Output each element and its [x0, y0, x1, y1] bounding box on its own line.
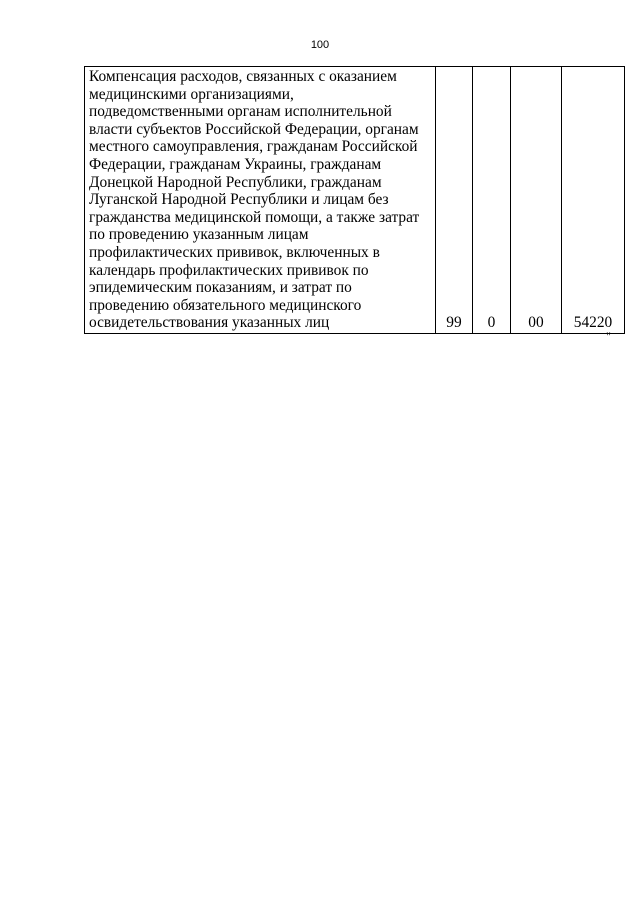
- program-code-cell: 99: [436, 67, 473, 334]
- budget-table: [84, 66, 625, 334]
- description-line: освидетельствования указанных лиц: [89, 314, 330, 332]
- main-activity-code-cell: 00: [511, 67, 562, 334]
- description-line: Луганской Народной Республики и лицам без: [89, 191, 389, 209]
- description-line: эпидемическим показаниям, и затрат по: [89, 279, 352, 297]
- description-line: проведению обязательного медицинского: [89, 296, 362, 314]
- page-number: 100: [310, 39, 330, 51]
- description-cell: [85, 67, 436, 334]
- description-line: власти субъектов Российской Федерации, органам: [89, 120, 419, 138]
- description-line: профилактических прививок, включенных в: [89, 243, 380, 261]
- subprogram-code-cell: 0: [473, 67, 511, 334]
- direction-code-cell: 54220: [562, 67, 625, 334]
- description-line: Федерации, гражданам Украины, гражданам: [89, 155, 382, 173]
- description-line: Компенсация расходов, связанных с оказанием: [89, 68, 397, 85]
- table-row: [85, 67, 625, 334]
- description-line: по проведению указанным лицам: [89, 226, 309, 244]
- description-line: подведомственными органам исполнительной: [89, 103, 392, 121]
- description-line: медицинскими организациями,: [89, 85, 294, 103]
- description-line: гражданства медицинской помощи, а также затрат: [89, 208, 420, 226]
- closing-quote-mark: ": [606, 329, 611, 343]
- description-line: местного самоуправления, гражданам Российской: [89, 138, 418, 156]
- description-line: календарь профилактических прививок по: [89, 261, 369, 279]
- description-line: Донецкой Народной Республики, гражданам: [89, 173, 382, 191]
